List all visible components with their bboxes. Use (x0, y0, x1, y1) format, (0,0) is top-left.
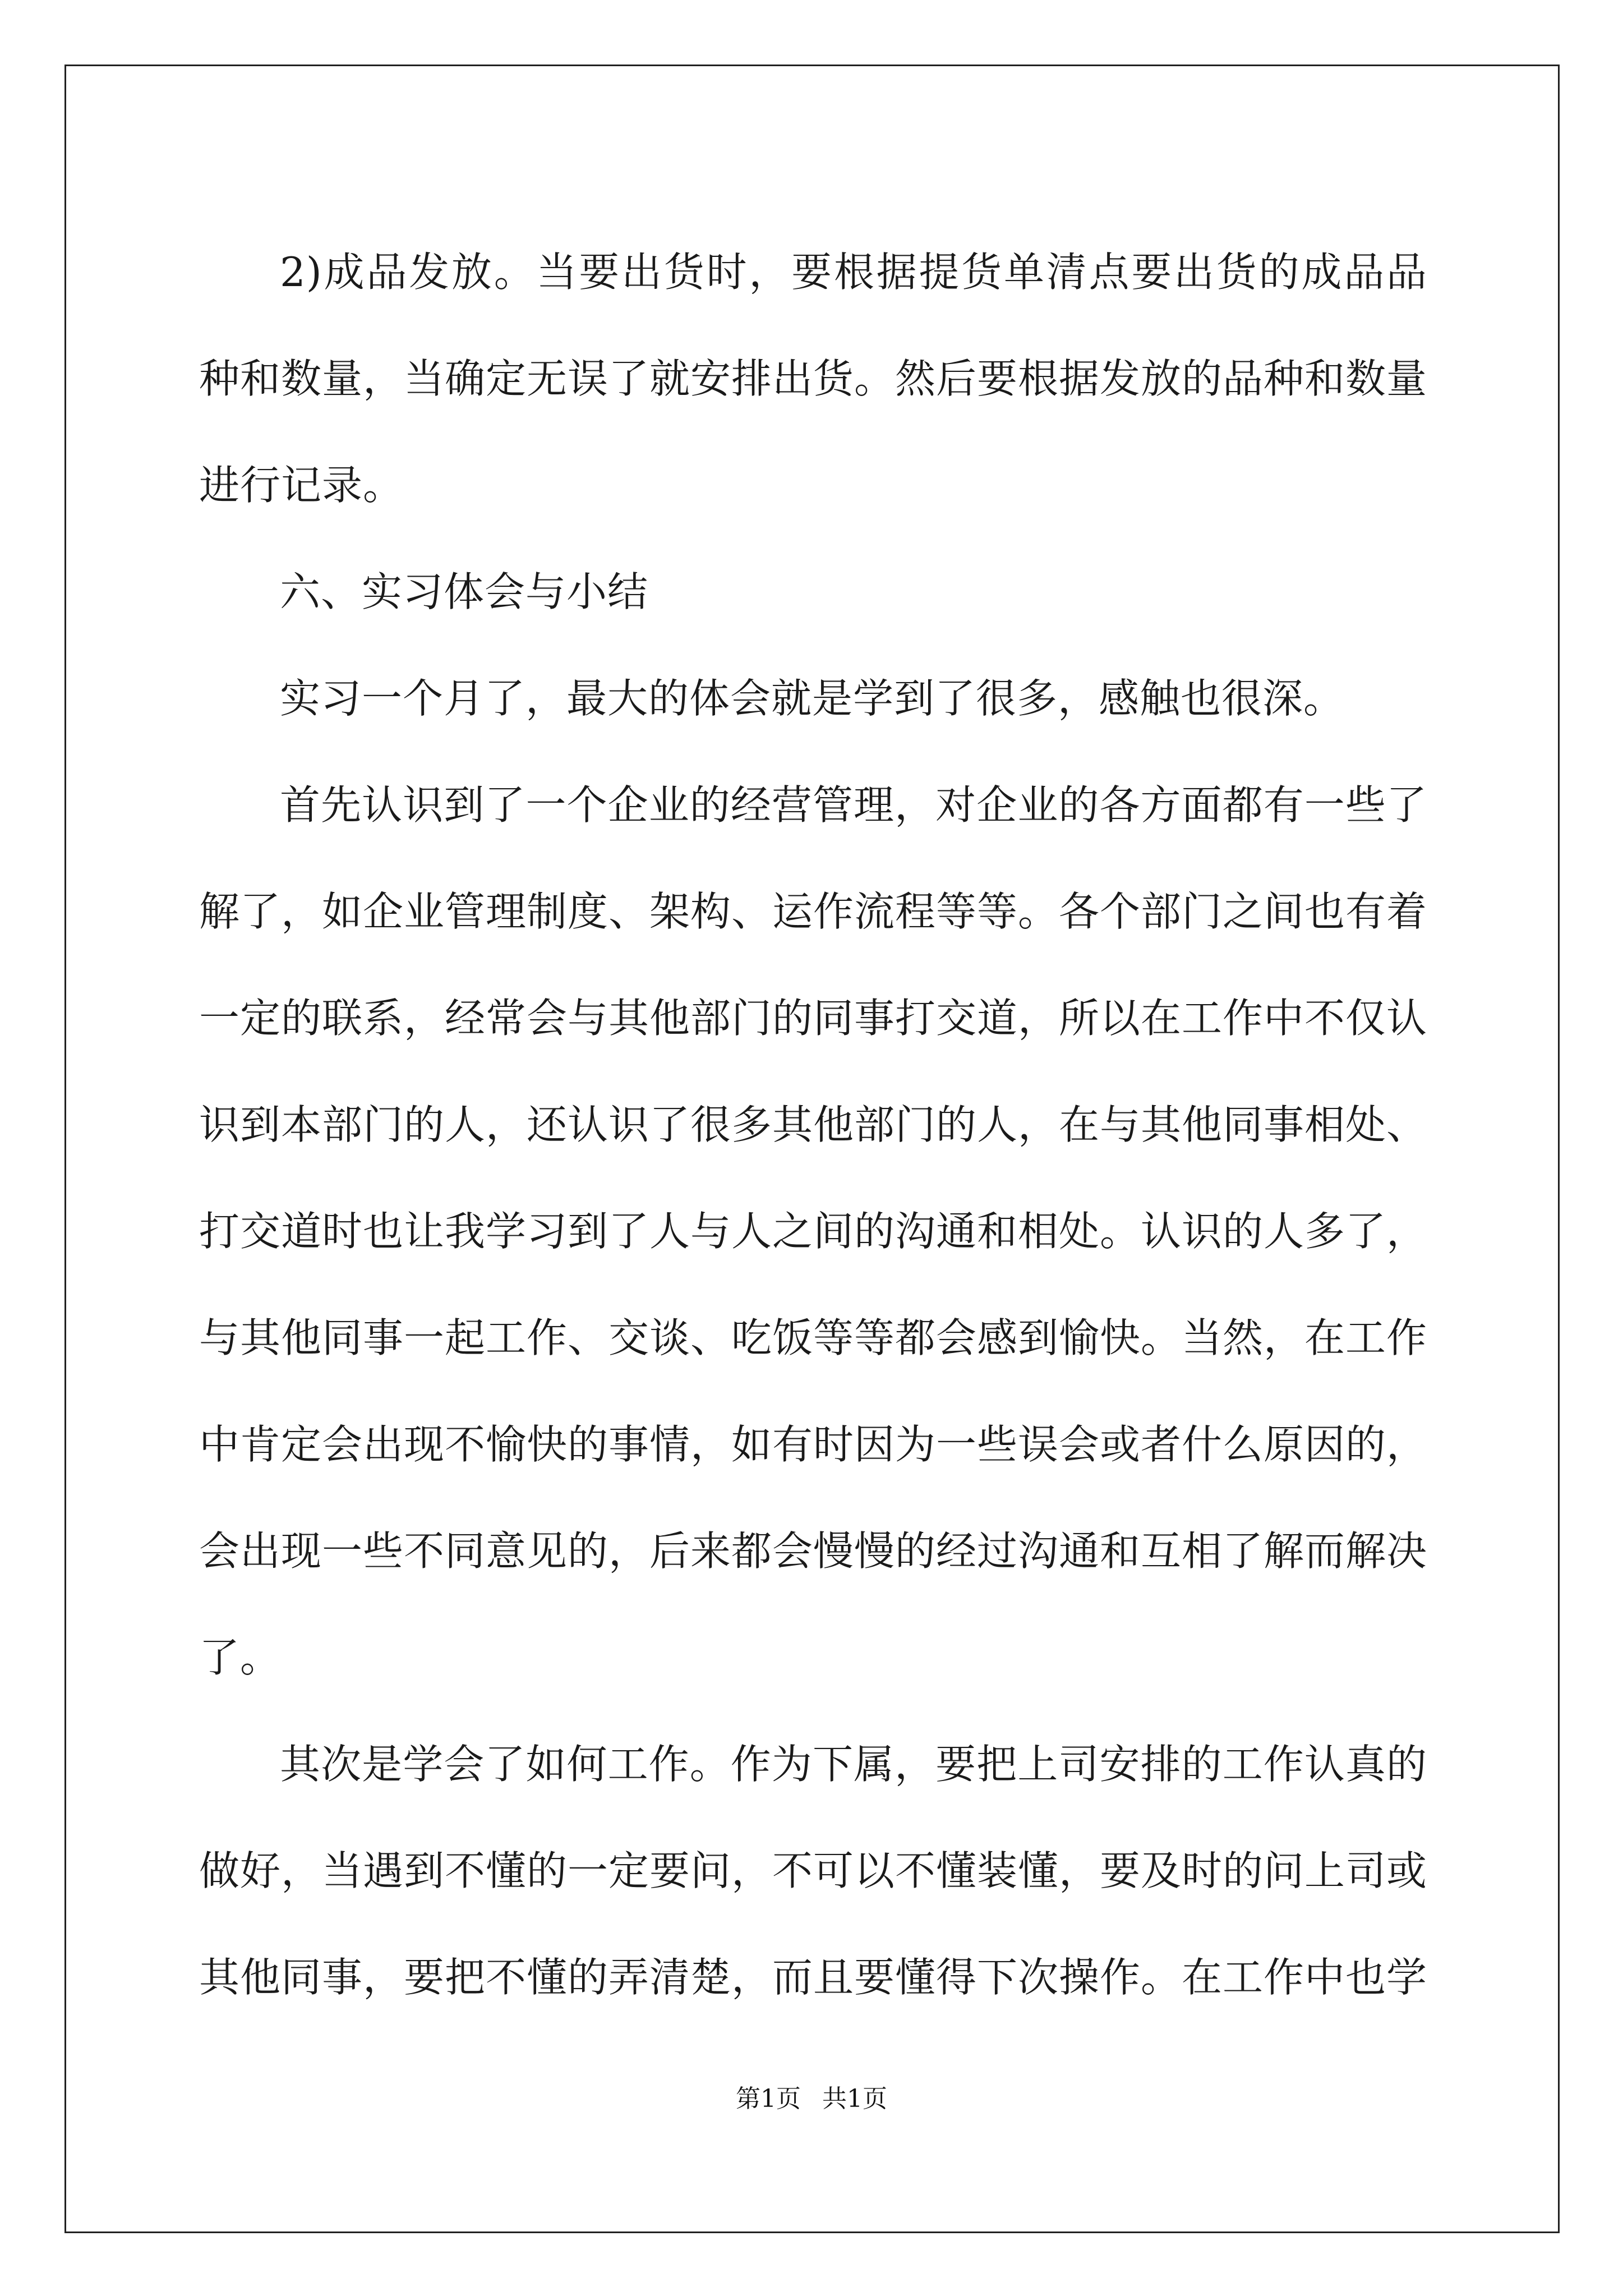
section-heading: 六、实习体会与小结 (280, 568, 649, 615)
page-number-current: 第1页 (736, 2085, 801, 2113)
document-body (199, 219, 1427, 2031)
paragraph-management: 首先认识到了一个企业的经营管理，对企业的各方面都有一些了解了，如企业管理制度、架构、运作流程等等。各个部门之间也有着一定的联系，经常会与其他部门的同事打交道，所以在工作中不仅认识到本部门的人，还认识了很多其他部门的人，在与其他同事相处、打交道时也让我学习到了人与人之间的沟通和相处。认识的人多了，与其他同事一起工作、交谈、吃饭等等都会感到愉快。当然，在工作中肯定会出现不愉快的事情，如有时因为一些误会或者什么原因的，会出现一些不同意见的，后来都会慢慢的经过沟通和互相了解而解决了。 (199, 781, 1428, 1681)
page-number-total: 共1页 (822, 2085, 887, 2113)
paragraph-learning-work: 其次是学会了如何工作。作为下属，要把上司安排的工作认真的做好，当遇到不懂的一定要问，不可以不懂装懂，要及时的问上司或其他同事，要把不懂的弄清楚，而且要懂得下次操作。在工作中也学 (199, 1741, 1428, 2001)
paragraph-summary-intro: 实习一个月了，最大的体会就是学到了很多，感触也很深。 (280, 675, 1345, 722)
page-footer (0, 2078, 1623, 2114)
paragraph-product-release: 2)成品发放。当要出货时，要根据提货单清点要出货的成品品种和数量，当确定无误了就安排出货。然后要根据发放的品种和数量进行记录。 (199, 249, 1428, 509)
